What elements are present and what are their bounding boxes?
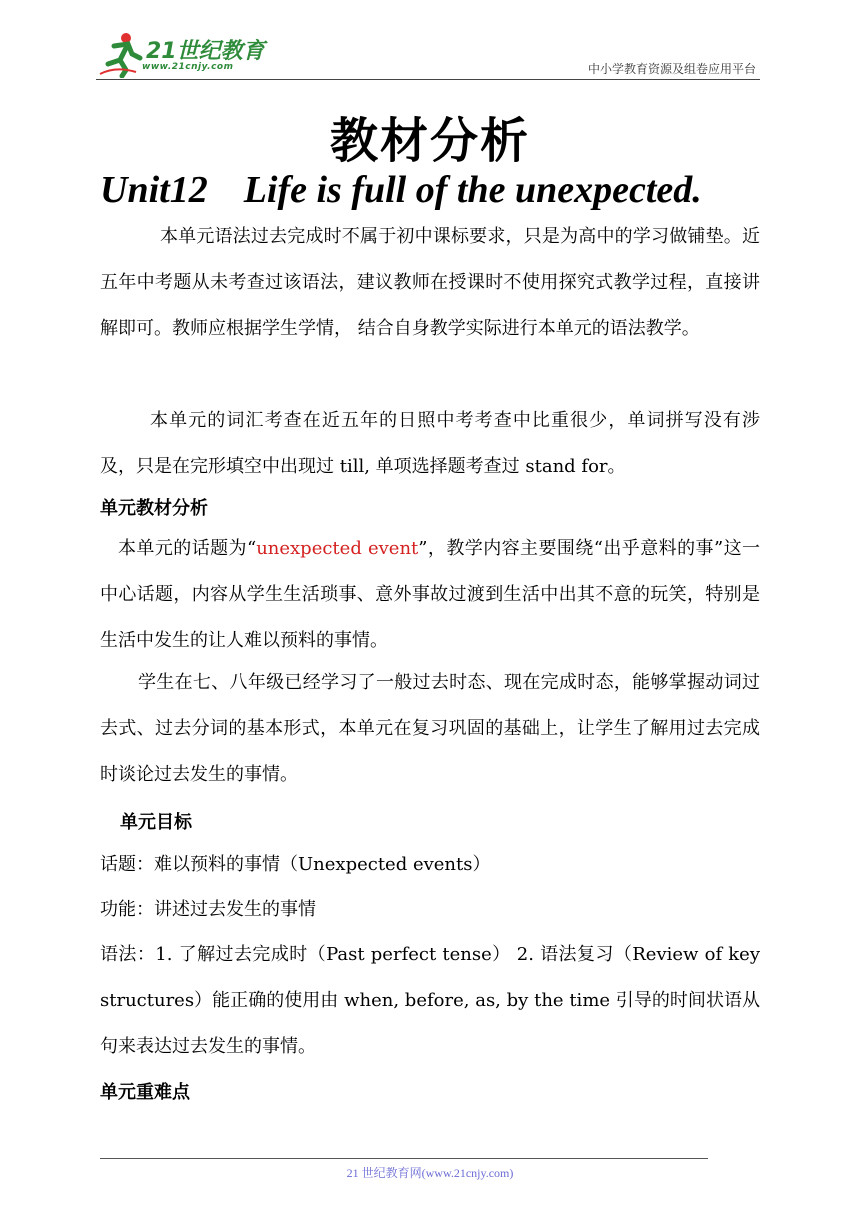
runner-logo-icon	[96, 30, 146, 78]
analysis-p1-start: 本单元的话题为“	[118, 538, 257, 559]
document-title: 教材分析	[329, 113, 530, 169]
logo[interactable]	[96, 30, 266, 80]
footer-link[interactable]: 21 世纪教育网(www.21cnjy.com)	[346, 1166, 514, 1180]
analysis-paragraph-1	[100, 526, 760, 664]
topic-highlight: unexpected event	[256, 538, 419, 559]
unit-name: Life is full of the unexpected.	[243, 169, 702, 211]
logo-text: 21世纪教育	[146, 39, 265, 64]
footer-divider	[100, 1158, 708, 1159]
unit-title	[100, 168, 702, 212]
analysis-paragraph-2: 学生在七、八年级已经学习了一般过去时态、现在完成时态，能够掌握动词过去式、过去分词的基本形式，本单元在复习巩固的基础上，让学生了解用过去完成时谈论过去发生的事情。	[100, 672, 760, 785]
objective-function: 功能：讲述过去发生的事情	[100, 899, 316, 920]
intro-paragraph-1: 本单元语法过去完成时不属于初中课标要求，只是为高中的学习做铺垫。近五年中考题从未考查过该语法，建议教师在授课时不使用探究式教学过程，直接讲解即可。教师应根据学生学情， 结合自身教学实际进行本单元的语法教学。	[100, 226, 760, 339]
analysis-p1-rest: ”，教学内容主要围绕“出乎意料的事”这一中心话题，内容从学生生活琐事、意外事故过渡到生活中出其不意的玩笑，特别是生活中发生的让人难以预料的事情。	[100, 538, 760, 651]
key-points-heading: 单元重难点	[100, 1082, 190, 1103]
header-divider	[96, 79, 760, 80]
objective-grammar: 语法：1. 了解过去完成时（Past perfect tense） 2. 语法复习（Review of key structures）能正确的使用由 when, before, as, by the time 引导的时间状语从句来表达过去发生的事情。	[100, 944, 760, 1057]
objective-topic: 话题：难以预料的事情（Unexpected events）	[100, 854, 491, 875]
intro-paragraph-2: 本单元的词汇考查在近五年的日照中考考查中比重很少，单词拼写没有涉及，只是在完形填空中出现过 till, 单项选择题考查过 stand for。	[100, 410, 760, 477]
unit-number: Unit12	[100, 169, 208, 211]
objectives-heading: 单元目标	[120, 812, 192, 833]
analysis-heading: 单元教材分析	[100, 498, 208, 519]
page-header	[0, 0, 860, 90]
logo-url: www.21cnjy.com	[142, 62, 234, 72]
platform-name: 中小学教育资源及组卷应用平台	[587, 62, 756, 76]
